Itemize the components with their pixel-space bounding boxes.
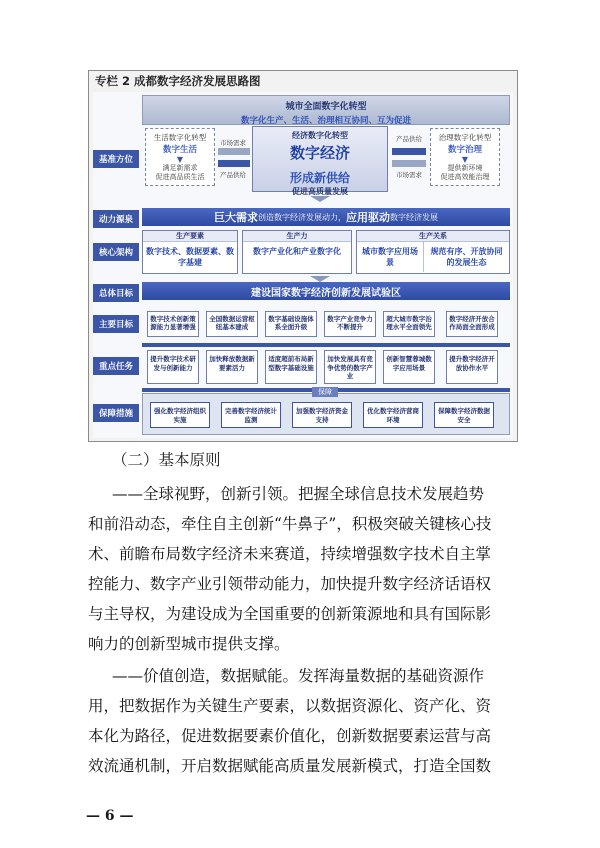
driver-strong2: 应用驱动 [346, 211, 390, 224]
overall-goal: 建设国家数字经济创新发展试验区 [142, 282, 510, 300]
support-1: 强化数字经济组织实施 [150, 402, 210, 428]
arrow-right-icon [392, 148, 426, 155]
para1-line4: 控能力、数字产业引领带动能力，加快提升数字经济话语权 [88, 575, 492, 593]
support-label: 保障 [312, 387, 338, 397]
main-goal-1: 数字技术创新策源能力显著增强 [147, 311, 199, 337]
core-relations [356, 230, 510, 274]
para1-line5: 与主导权，为建设成为全国重要的创新策源地和具有国际影 [88, 605, 492, 623]
para2-line3: 本化为路径，促进数据要素价值化，创新数据要素运营与高 [88, 727, 492, 745]
core-relations-b: 规范有序、开放协同的发展生态 [430, 246, 503, 267]
center-c4: 促进高质量发展 [292, 186, 348, 196]
box-title: 专栏 2 成都数字经济发展思路图 [95, 74, 261, 88]
key-task-1: 提升数字技术研发与创新能力 [147, 350, 199, 384]
key-task-5: 创新智慧蓉城数字应用场景 [383, 350, 435, 384]
header-band [142, 95, 510, 125]
main-goal-3: 数字基础设施体系全面升级 [265, 311, 317, 337]
key-task-2: 加快释放数据新要素活力 [206, 350, 258, 384]
header-line1: 城市全面数字化转型 [285, 102, 367, 112]
main-goal-6: 数字经济开放合作局面全面形成 [446, 311, 498, 337]
core-productivity [242, 230, 352, 274]
row-label-overall-goal: 总体目标 [93, 284, 139, 302]
arrow-right-icon [218, 148, 250, 155]
row-label-main-goals: 主要目标 [93, 315, 139, 333]
row-label-basis: 基准方位 [93, 150, 139, 168]
para2-line1: ——价值创造，数据赋能。发挥海量数据的基础资源作 [112, 667, 485, 685]
para2-line4: 效流通机制，开启数据赋能高质量发展新模式，打造全国数 [88, 757, 492, 775]
core-factors [142, 230, 238, 274]
core-relations-head: 生产关系 [357, 231, 509, 242]
row-label-key-tasks: 重点任务 [93, 357, 139, 375]
core-productivity-body: 数字产业化和产业数字化 [253, 246, 341, 256]
divider-bar [142, 343, 510, 347]
right-t3: 提供新环境 [447, 164, 483, 172]
main-goal-5: 超大城市数字治理水平全面领先 [383, 311, 435, 337]
core-factors-body: 数字技术、数据要素、数字基建 [146, 246, 234, 267]
arrow-left-icon [218, 160, 250, 167]
center-c1: 经济数字化转型 [292, 130, 348, 140]
center-c2: 数字经济 [289, 144, 350, 162]
row-label-core: 核心架构 [93, 243, 139, 261]
page-number: — 6 — [86, 808, 134, 824]
core-factors-head: 生产要素 [143, 231, 237, 242]
driver-end: 数字经济发展 [390, 212, 438, 222]
driver-band [142, 208, 510, 226]
row-label-driver: 动力源泉 [93, 210, 139, 228]
key-task-3: 适度超前布局新型数字基础设施 [265, 350, 317, 384]
down-arrow-icon: ▼ [461, 155, 469, 164]
right-governance-box [430, 128, 500, 186]
flow-label-right-bottom: 市场需求 [396, 171, 422, 179]
arrow-left-icon [392, 160, 426, 167]
driver-mid: 创造数字经济发展动力， [258, 212, 346, 222]
left-life-box [145, 128, 215, 186]
header-line2: 数字化生产、生活、治理相互协同、互为促进 [240, 116, 411, 126]
row-label-support: 保障措施 [93, 404, 139, 422]
down-arrow-icon: ▼ [176, 155, 184, 164]
flow-label-left-top: 市场需求 [220, 139, 246, 147]
core-relations-a: 城市数字应用场景 [357, 242, 424, 272]
para1-line6: 响力的创新型城市提供支撑。 [88, 635, 290, 653]
right-t1: 治理数字化转型 [438, 133, 492, 142]
key-task-4: 加快发展具有竞争优势的数字产业 [324, 350, 376, 384]
core-productivity-head: 生产力 [243, 231, 351, 242]
para1-line1: ——全球视野，创新引领。把握全球信息技术发展趋势 [112, 485, 485, 503]
center-digital-economy [252, 126, 388, 196]
section-heading: （二）基本原则 [112, 451, 221, 469]
flow-label-right-top: 产品供给 [396, 135, 422, 143]
key-task-6: 提升数字经济开放协作水平 [446, 350, 498, 384]
main-goal-4: 数字产业竞争力不断提升 [324, 311, 376, 337]
flow-label-left-bottom: 产品供给 [220, 171, 246, 179]
right-t2: 数字治理 [447, 145, 482, 155]
para1-line2: 和前沿动态，牵住自主创新“牛鼻子”，积极突破关键核心技 [88, 515, 492, 533]
down-arrow-icon [310, 196, 330, 202]
para2-line2: 用，把数据作为关键生产要素，以数据资源化、资产化、资 [88, 697, 492, 715]
support-5: 保障数字经济数据安全 [434, 402, 494, 428]
right-t4: 促进高效能治理 [440, 173, 490, 181]
driver-strong: 巨大需求 [214, 211, 258, 224]
left-t2: 数字生活 [162, 145, 197, 155]
main-goal-2: 全国数据运营枢纽基本建成 [206, 311, 258, 337]
support-2: 完善数字经济统计监测 [221, 402, 281, 428]
left-t4: 促进高品质生活 [155, 173, 205, 181]
left-t1: 生活数字化转型 [153, 133, 207, 142]
center-c3: 形成新供给 [289, 171, 350, 185]
para1-line3: 术、前瞻布局数字经济未来赛道，持续增强数字技术自主掌 [88, 545, 492, 563]
support-3: 加强数字经济资金支持 [292, 402, 352, 428]
support-4: 优化数字经济营商环境 [363, 402, 423, 428]
left-t3: 满足新需求 [162, 164, 198, 172]
